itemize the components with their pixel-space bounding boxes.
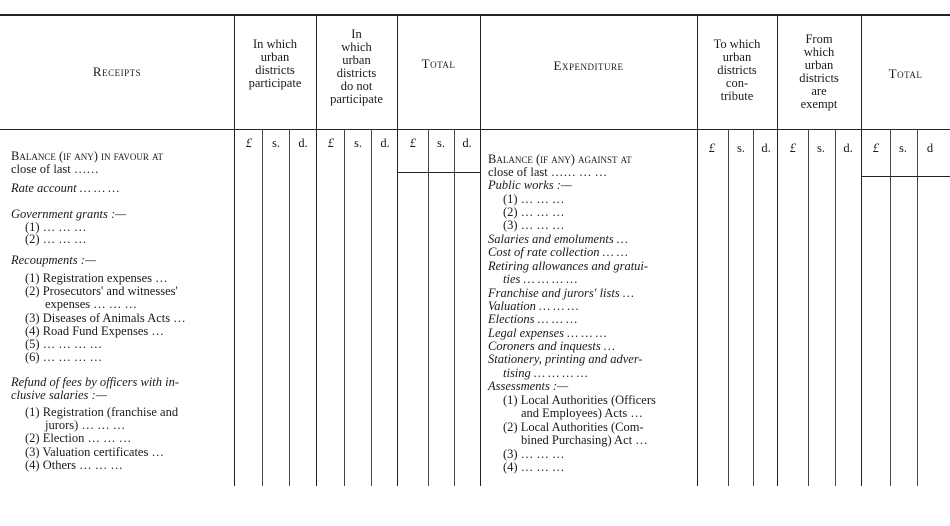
col-line <box>890 129 891 486</box>
currency-label: £ <box>872 141 880 155</box>
currency-label: d <box>926 141 934 155</box>
receipts-line: (4) Road Fund Expenses … <box>25 324 164 338</box>
expenditure-header: Expenditure <box>553 57 624 73</box>
not-participate-header: In which urban districts do not participate <box>330 27 383 106</box>
receipts-line: Recoupments :— <box>11 253 97 267</box>
receipts-line: Rate account … … … <box>11 181 120 195</box>
expenditure-line: and Employees) Acts … <box>521 406 643 420</box>
col-line <box>753 129 754 486</box>
receipts-line: (1) … … … <box>25 220 87 234</box>
expenditure-line: Franchise and jurors' lists … <box>488 286 634 300</box>
currency-label: s. <box>272 136 280 150</box>
receipts-line: (2) … … … <box>25 232 87 246</box>
col-line <box>728 129 729 486</box>
total-left-header: Total <box>421 55 456 71</box>
receipts-line: (3) Valuation certificates … <box>25 445 164 459</box>
expenditure-line: Stationery, printing and adver- <box>488 352 643 366</box>
participate-header: In which urban districts participate <box>248 37 302 90</box>
expenditure-line: (4) … … … <box>503 460 565 474</box>
expenditure-line: (3) … … … <box>503 447 565 461</box>
total-right-header: Total <box>888 65 923 81</box>
currency-label: £ <box>789 141 797 155</box>
expenditure-line: Salaries and emoluments … <box>488 232 628 246</box>
currency-label: d. <box>843 141 853 155</box>
currency-label: d. <box>298 136 308 150</box>
expenditure-line: close of last …… … … <box>488 165 608 179</box>
currency-label: s. <box>354 136 362 150</box>
expenditure-line: (1) Local Authorities (Officers <box>503 393 656 407</box>
receipts-line: (1) Registration expenses … <box>25 271 168 285</box>
expenditure-line: Cost of rate collection … … <box>488 245 628 259</box>
currency-label: d. <box>761 141 771 155</box>
receipts-line: Refund of fees by officers with in- <box>11 375 180 389</box>
total-left-rule <box>397 172 480 173</box>
expenditure-line: Valuation … … … <box>488 299 579 313</box>
expenditure-line: bined Purchasing) Act … <box>521 433 648 447</box>
receipts-line: (4) Others … … … <box>25 458 123 472</box>
receipts-line: Government grants :— <box>11 207 127 221</box>
expenditure-line: Balance (if any) against at <box>488 152 632 166</box>
expenditure-line: ties … … … … <box>503 272 578 286</box>
total-right-rule <box>861 176 950 177</box>
expenditure-line: (2) … … … <box>503 205 565 219</box>
expenditure-line: Assessments :— <box>488 379 569 393</box>
currency-label: s. <box>899 141 907 155</box>
receipts-line: expenses … … … <box>45 297 137 311</box>
receipts-line: (6) … … … … <box>25 350 103 364</box>
col-line <box>289 129 290 486</box>
expenditure-line: Public works :— <box>488 178 573 192</box>
receipts-line: (3) Diseases of Animals Acts … <box>25 311 186 325</box>
receipts-header: Receipts <box>92 64 142 79</box>
col-line <box>428 129 429 486</box>
expenditure-line: Coroners and inquests … <box>488 339 615 353</box>
currency-label: s. <box>817 141 825 155</box>
col-line <box>371 129 372 486</box>
col-line <box>262 129 263 486</box>
currency-label: £ <box>327 136 335 150</box>
col-line <box>454 129 455 486</box>
receipts-line: Balance (if any) in favour at <box>11 149 163 163</box>
expenditure-line: Elections … … … <box>488 312 578 326</box>
receipts-line: (2) Election … … … <box>25 431 132 445</box>
col-line <box>344 129 345 486</box>
currency-label: d. <box>462 136 472 150</box>
exempt-header: From which urban districts are exempt <box>799 32 839 111</box>
receipts-line: (5) … … … … <box>25 337 103 351</box>
currency-label: s. <box>437 136 445 150</box>
currency-label: £ <box>708 141 716 155</box>
currency-label: d. <box>380 136 390 150</box>
col-line <box>808 129 809 486</box>
expenditure-line: Legal expenses … … … <box>488 326 607 340</box>
currency-label: £ <box>245 136 253 150</box>
receipts-line: clusive salaries :— <box>11 388 107 402</box>
currency-label: s. <box>737 141 745 155</box>
currency-label: £ <box>409 136 417 150</box>
receipts-line: jurors) … … … <box>45 418 126 432</box>
expenditure-line: (2) Local Authorities (Com- <box>503 420 644 434</box>
receipts-line: (2) Prosecutors' and witnesses' <box>25 284 178 298</box>
contribute-header: To which urban districts con- tribute <box>713 37 761 103</box>
receipts-line: (1) Registration (franchise and <box>25 405 179 419</box>
col-line <box>835 129 836 486</box>
expenditure-line: Retiring allowances and gratui- <box>488 259 649 273</box>
receipts-line: close of last …… <box>11 162 99 176</box>
expenditure-line: tising … … … … <box>503 366 588 380</box>
expenditure-line: (1) … … … <box>503 192 565 206</box>
expenditure-line: (3) … … … <box>503 218 565 232</box>
col-line <box>917 129 918 486</box>
